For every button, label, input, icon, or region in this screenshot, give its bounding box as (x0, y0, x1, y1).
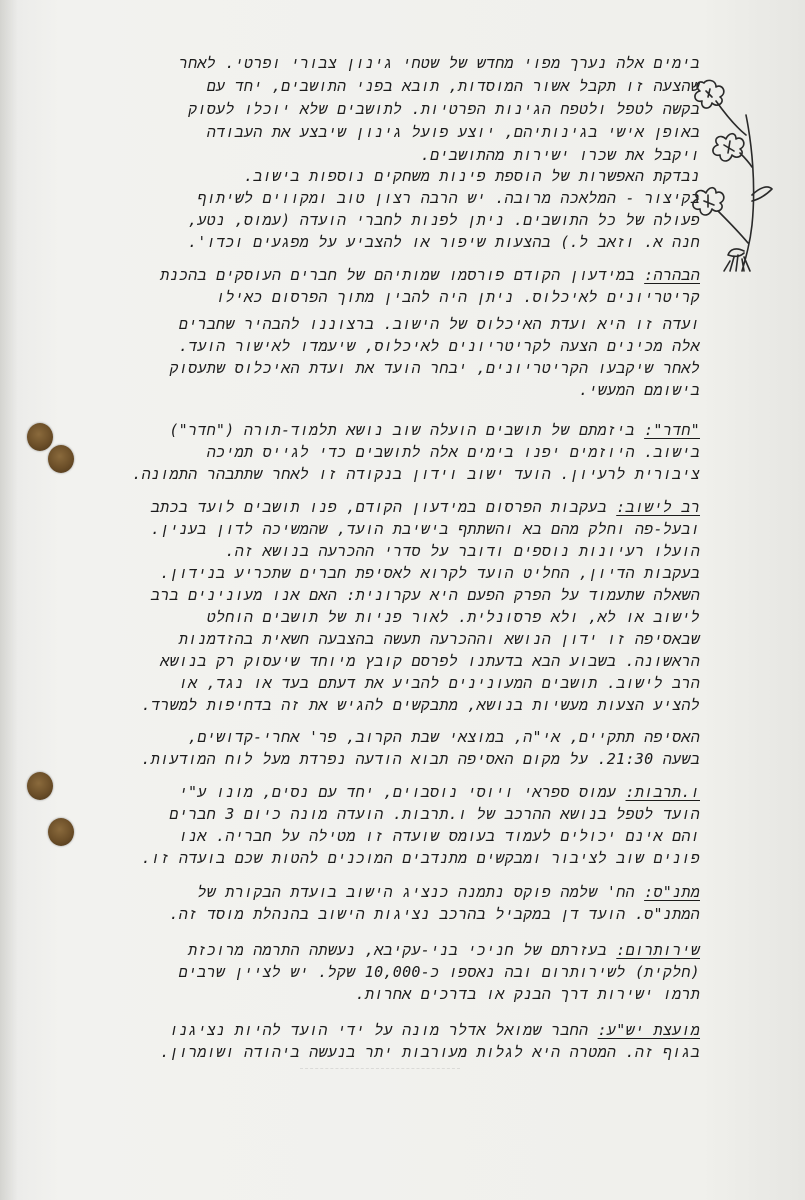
punch-hole-icon (48, 445, 74, 473)
text-line: והם אינם יכולים לעמוד בעומס שועדה זו מטילה על חבריה. אנו (178, 827, 700, 845)
line-content: החבר שמואל אדלר מונה על ידי הועד להיות נציגנו (169, 1021, 598, 1039)
text-line: (חלקית) לשירותרום ובה נאספו כ-10,000 שקל. יש לציין שרבים (178, 963, 700, 981)
text-line: ויקבל את שכרו ישירות מהתושבים. (420, 146, 700, 164)
text-line (188, 940, 700, 960)
text-line: בגוף זה. המטרה היא לגלות מעורבות יתר בנעשה ביהודה ושומרון. (160, 1043, 700, 1061)
text-line: קריטריונים לאיכלוס. ניתן היה להבין מתוך הפרסום כאילו (216, 288, 700, 306)
flower-doodle-icon (690, 75, 790, 275)
text-line: פונים שוב לציבור ומבקשים מתנדבים המוכנים להטות שכם בועדה זו. (141, 849, 700, 867)
text-line: פעולה של כל התושבים. ניתן לפנות לחברי הועדה (עמוס, נטע, (188, 211, 700, 229)
text-line: בקשה לטפל ולטפח הגינות הפרטיות. לתושבים שלא יוכלו לעסוק (188, 100, 700, 118)
section-heading: הבהרה: (644, 266, 700, 284)
text-line (160, 265, 700, 285)
line-content: עמוס ספראי ויוסי נוסבוים, יחד עם נסים, מונו ע"י (178, 783, 626, 801)
section-heading: שירותרום: (616, 941, 700, 959)
text-line: בימים אלה נערך מפוי מחדש של שטחי גינון צבורי ופרטי. לאחר (178, 54, 700, 72)
text-line (151, 497, 700, 517)
text-line: ובעל-פה וחלק מהם בא והשתתף בישיבת הועד, שהמשיכה לדון בענין. (150, 520, 700, 538)
punch-hole-icon (48, 818, 74, 846)
section-heading: ו.תרבות: (625, 783, 700, 801)
line-content: במידעון הקודם פורסמו שמותיהם של חברים העוסקים בהכנת (160, 266, 645, 284)
text-line (169, 1020, 700, 1040)
text-line: לאחר שיקבעו הקריטריונים, יבחר הועד את ועדת האיכלוס שתעסוק (169, 359, 700, 377)
text-line: נבדקת האפשרות של הוספת פינות משחקים נוספות בישוב. (243, 167, 700, 185)
line-content: בעזרתם של חניכי בני-עקיבא, נעשתה התרמה מרוכזת (188, 941, 617, 959)
line-content: בעקבות הפרסום במידעון הקודם, פנו תושבים לועד בכתב (150, 498, 617, 516)
text-line: חנה א. וזאב ל.) בהצעות שיפור או להצביע על מפגעים וכדו'. (187, 233, 700, 251)
section-heading: מתנ"ס: (644, 883, 700, 901)
text-line: ועדה זו היא ועדת האיכלוס של הישוב. ברצוננו להבהיר שחברים (178, 315, 700, 333)
text-line: בישוב. היוזמים יפנו בימים אלה לתושבים כדי לגייס תמיכה (206, 443, 700, 461)
text-line: שבאסיפה זו ידון הנושא וההכרעה תעשה בהצבעה חשאית בהזדמנות (178, 630, 700, 648)
text-line: האסיפה תתקיים, אי"ה, במוצאי שבת הקרוב, פר' אחרי-קדושים, (188, 728, 700, 746)
text-line (197, 882, 700, 902)
section-heading: רב לישוב: (616, 498, 700, 516)
text-line: השאלה שתעמוד על הפרק הפעם היא עקרונית: האם אנו מעונינים ברב (150, 586, 700, 604)
text-line: הרב לישוב. תושבים המעונינים להביע את דעתם בעד או נגד, או (178, 674, 700, 692)
line-content: הח' שלמה פוקס נתמנה כנציג הישוב בועדת הבקורת של (197, 883, 645, 901)
text-line: בישומם המעשי. (579, 381, 700, 399)
text-line: שהצעה זו תקבל אשור המוסדות, תובא בפני התושבים, יחד עם (206, 77, 700, 95)
punch-hole-icon (27, 772, 53, 800)
text-line: בקיצור - המלאכה מרובה. יש הרבה רצון טוב ומקווים לשיתוף (197, 189, 700, 207)
text-line (169, 420, 700, 440)
text-line (179, 782, 700, 802)
text-line: המתנ"ס. הועד דן במקביל בהרכב נציגות הישוב בהנהלת מוסד זה. (169, 905, 700, 923)
text-line: אלה מכינים הצעה לקריטריונים לאיכלוס, שיעמדו לאישור הועד. (178, 337, 700, 355)
text-line: להציע הצעות מעשיות בנושא, מתבקשים להגיש את זה בדחיפות למשרד. (141, 696, 700, 714)
text-line: בעקבות הדיון, החליט הועד לקרוא לאסיפת חברים שתכריע בנידון. (160, 564, 700, 582)
text-line: הראשונה. בשבוע הבא בדעתנו לפרסם קובץ מיוחד שיעסוק רק בנושא (160, 652, 700, 670)
text-line: תרמו ישירות דרך הבנק או בדרכים אחרות. (355, 985, 700, 1003)
section-heading: מועצת יש"ע: (597, 1021, 700, 1039)
text-line: בשעה 21:30. על מקום האסיפה תבוא הודעה נפרדת מעל לוח המודעות. (141, 750, 700, 768)
text-line: ציבורית לרעיון. הועד ישוב וידון בנקודה זו לאחר שתתבהר התמונה. (132, 465, 700, 483)
text-line: לישוב או לא, ולא פרסונלית. לאור פניות של תושבים הוחלט (206, 608, 700, 626)
line-content: ביזמתם של תושבים הועלה שוב נושא תלמוד-תורה ("חדר") (169, 421, 645, 439)
text-line: הועד לטפל בנושא ההרכב של ו.תרבות. הועדה מונה כיום 3 חברים (169, 805, 700, 823)
punch-hole-icon (27, 423, 53, 451)
text-line: באופן אישי בגינותיהם, יוצע פועל גינון שיבצע את העבודה (206, 123, 700, 141)
section-heading: "חדר": (644, 421, 700, 439)
bleed-through-mark (300, 1068, 460, 1079)
text-line: הועלו רעיונות נוספים ודובר על סדרי ההכרעה בנושא זה. (225, 542, 700, 560)
